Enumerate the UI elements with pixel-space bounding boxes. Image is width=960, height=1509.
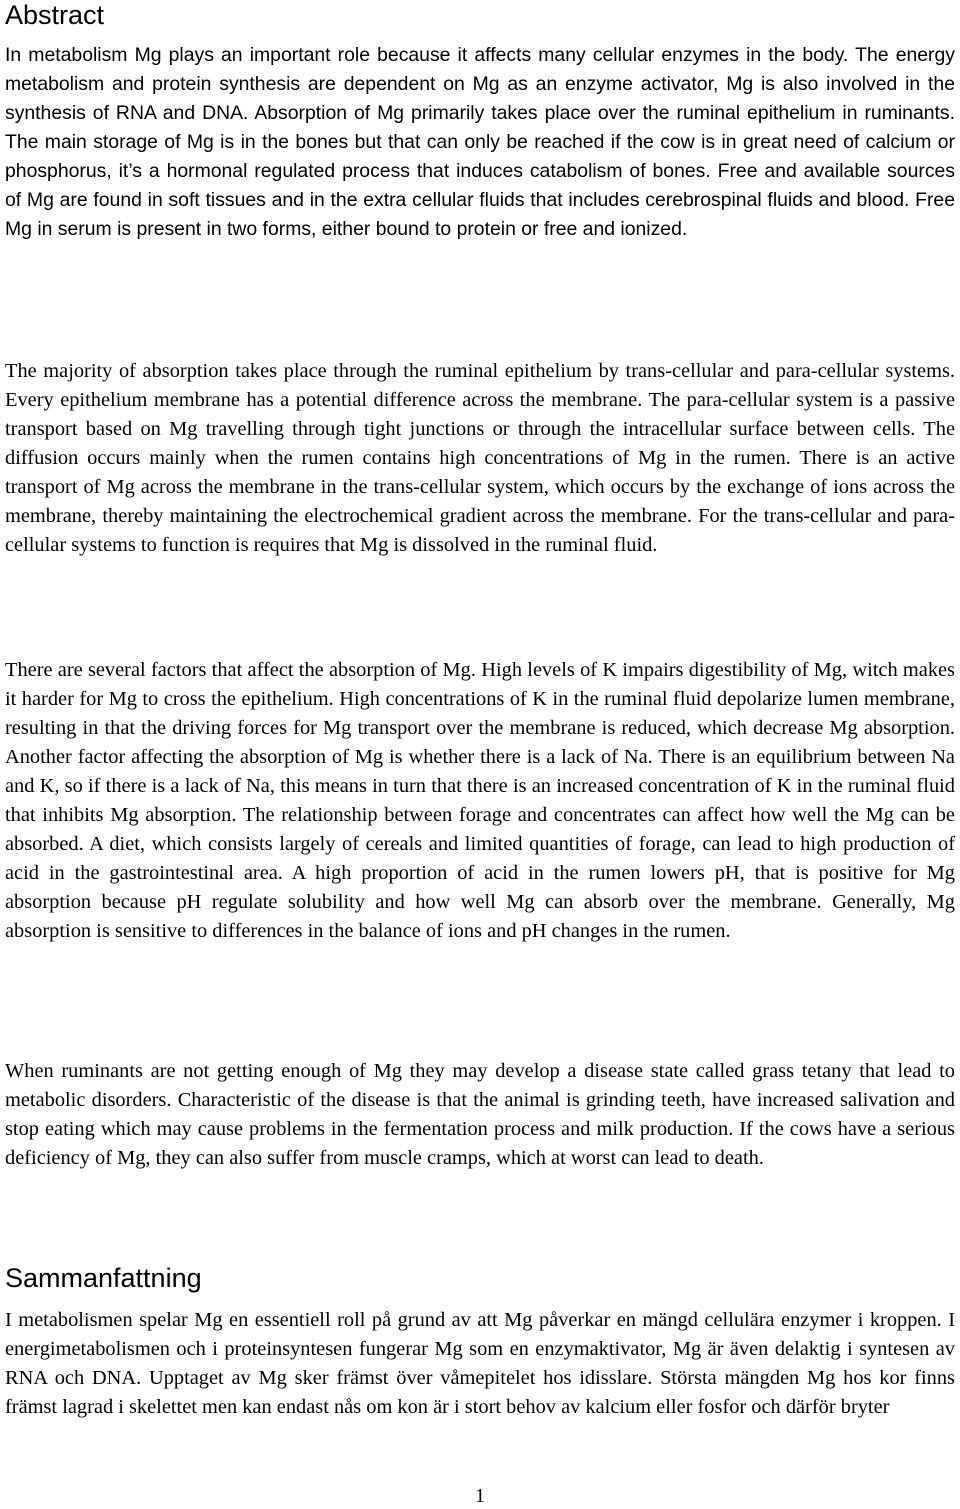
- abstract-heading: Abstract: [5, 0, 105, 30]
- sammanfattning-heading: Sammanfattning: [5, 1263, 202, 1293]
- abstract-paragraph-2: The majority of absorption takes place through the ruminal epithelium by trans-cellular and para-cellular systems. Every epithelium membrane has a potential difference across the membrane. The para-cellular system is a passive transport based on Mg travelling through tight junctions or through the intracellular surface between cells. The diffusion occurs mainly when the rumen contains high concentrations of Mg in the rumen. There is an active transport of Mg across the membrane in the trans-cellular system, which occurs by the exchange of ions across the membrane, thereby maintaining the electrochemical gradient across the membrane. For the trans-cellular and para-cellular systems to function is requires that Mg is dissolved in the ruminal fluid.: [5, 360, 955, 556]
- abstract-paragraph-1: In metabolism Mg plays an important role because it affects many cellular enzymes in the body. The energy metabolism and protein synthesis are dependent on Mg as an enzyme activator, Mg is also involved in the synthesis of RNA and DNA. Absorption of Mg primarily takes place over the ruminal epithelium in ruminants. The main storage of Mg is in the bones but that can only be reached if the cow is in great need of calcium or phosphorus, it’s a hormonal regulated process that induces catabolism of bones. Free and available sources of Mg are found in soft tissues and in the extra cellular fluids that includes cerebrospinal fluids and blood. Free Mg in serum is present in two forms, either bound to protein or free and ionized.: [5, 44, 955, 240]
- abstract-paragraph-3: There are several factors that affect the absorption of Mg. High levels of K impairs digestibility of Mg, witch makes it harder for Mg to cross the epithelium. High concentrations of K in the ruminal fluid depolarize lumen membrane, resulting in that the driving forces for Mg transport over the membrane is reduced, which decrease Mg absorption. Another factor affecting the absorption of Mg is whether there is a lack of Na. There is an equilibrium between Na and K, so if there is a lack of Na, this means in turn that there is an increased concentration of K in the ruminal fluid that inhibits Mg absorption. The relationship between forage and concentrates can affect how well the Mg can be absorbed. A diet, which consists largely of cereals and limited quantities of forage, can lead to high production of acid in the gastrointestinal area. A high proportion of acid in the rumen lowers pH, that is positive for Mg absorption because pH regulate solubility and how well Mg can absorb over the membrane. Generally, Mg absorption is sensitive to differences in the balance of ions and pH changes in the rumen.: [5, 659, 955, 942]
- abstract-paragraph-4: When ruminants are not getting enough of Mg they may develop a disease state called grass tetany that lead to metabolic disorders. Characteristic of the disease is that the animal is grinding teeth, have increased salivation and stop eating which may cause problems in the fermentation process and milk production. If the cows have a serious deficiency of Mg, they can also suffer from muscle cramps, which at worst can lead to death.: [5, 1060, 955, 1169]
- page-number: 1: [475, 1485, 485, 1507]
- sammanfattning-paragraph-1: I metabolismen spelar Mg en essentiell roll på grund av att Mg påverkar en mängd cellulära enzymer i kroppen. I energimetabolismen och i proteinsyntesen fungerar Mg som en enzymaktivator, Mg är även delaktig i syntesen av RNA och DNA. Upptaget av Mg sker främst över våmepitelet hos idisslare. Största mängden Mg hos kor finns främst lagrad i skelettet men kan endast nås om kon är i stort behov av kalcium eller fosfor och därför bryter: [5, 1309, 955, 1418]
